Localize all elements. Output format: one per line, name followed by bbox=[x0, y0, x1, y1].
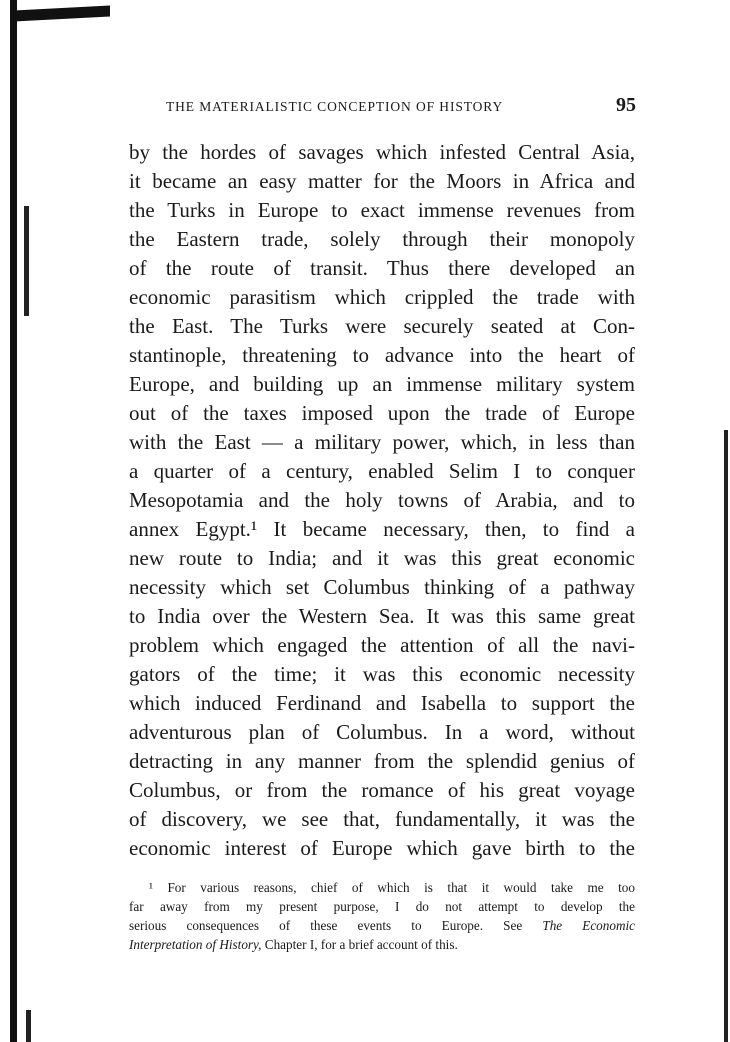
footnote-reference-title: The Economic bbox=[542, 918, 636, 933]
body-line: to India over the Western Sea. It was this same great bbox=[129, 604, 635, 628]
body-line: Columbus, or from the romance of his great voyage bbox=[129, 778, 635, 802]
body-line: new route to India; and it was this great economic bbox=[129, 546, 635, 570]
footnote-line: far away from my present purpose, I do not attempt to develop the bbox=[129, 899, 635, 914]
footnote-line bbox=[129, 935, 635, 954]
body-line: Mesopotamia and the holy towns of Arabia, and to bbox=[129, 488, 635, 512]
body-line: a quarter of a century, enabled Selim I to conquer bbox=[129, 459, 635, 483]
body-line: by the hordes of savages which infested Central Asia, bbox=[129, 140, 635, 164]
body-line: it became an easy matter for the Moors in Africa and bbox=[129, 169, 635, 193]
body-line: which induced Ferdinand and Isabella to support the bbox=[129, 691, 635, 715]
body-line: the East. The Turks were securely seated at Con- bbox=[129, 314, 635, 338]
body-line: the Turks in Europe to exact immense revenues from bbox=[129, 198, 635, 222]
body-line: detracting in any manner from the splendid genius of bbox=[129, 749, 635, 773]
body-line: Europe, and building up an immense military system bbox=[129, 372, 635, 396]
body-text bbox=[129, 138, 635, 863]
footnote-text: serious consequences of these events to Europe. See bbox=[129, 918, 543, 933]
page-number: 95 bbox=[616, 94, 636, 116]
scan-edge-left-bottom bbox=[26, 1010, 31, 1042]
body-line: economic interest of Europe which gave birth to the bbox=[129, 836, 635, 860]
body-line: economic parasitism which crippled the trade with bbox=[129, 285, 635, 309]
footnote-line: ¹ For various reasons, chief of which is that it would take me too bbox=[149, 880, 635, 895]
footnote-reference-title: Interpretation of History, bbox=[129, 937, 262, 952]
footnote-text: Chapter I, for a brief account of this. bbox=[261, 937, 458, 952]
scan-edge-right bbox=[724, 430, 728, 1042]
body-line: necessity which set Columbus thinking of a pathway bbox=[129, 575, 635, 599]
body-line: adventurous plan of Columbus. In a word, without bbox=[129, 720, 635, 744]
body-line: of discovery, we see that, fundamentally, it was the bbox=[129, 807, 635, 831]
body-line: of the route of transit. Thus there developed an bbox=[129, 256, 635, 280]
scan-edge-left-mark bbox=[24, 206, 29, 316]
scan-edge-left bbox=[10, 0, 17, 1042]
body-line: the Eastern trade, solely through their monopoly bbox=[129, 227, 635, 251]
body-line: out of the taxes imposed upon the trade of Europe bbox=[129, 401, 635, 425]
body-line: stantinople, threatening to advance into the heart of bbox=[129, 343, 635, 367]
running-head bbox=[166, 94, 636, 117]
running-title: THE MATERIALISTIC CONCEPTION OF HISTORY bbox=[166, 99, 504, 114]
body-line: problem which engaged the attention of all the navi- bbox=[129, 633, 635, 657]
body-line: with the East — a military power, which, in less than bbox=[129, 430, 635, 454]
footnote-line bbox=[129, 916, 635, 935]
scan-edge-left-top bbox=[14, 5, 110, 21]
footnote bbox=[129, 878, 635, 954]
body-line: annex Egypt.¹ It became necessary, then, to find a bbox=[129, 517, 635, 541]
body-line: gators of the time; it was this economic necessity bbox=[129, 662, 635, 686]
